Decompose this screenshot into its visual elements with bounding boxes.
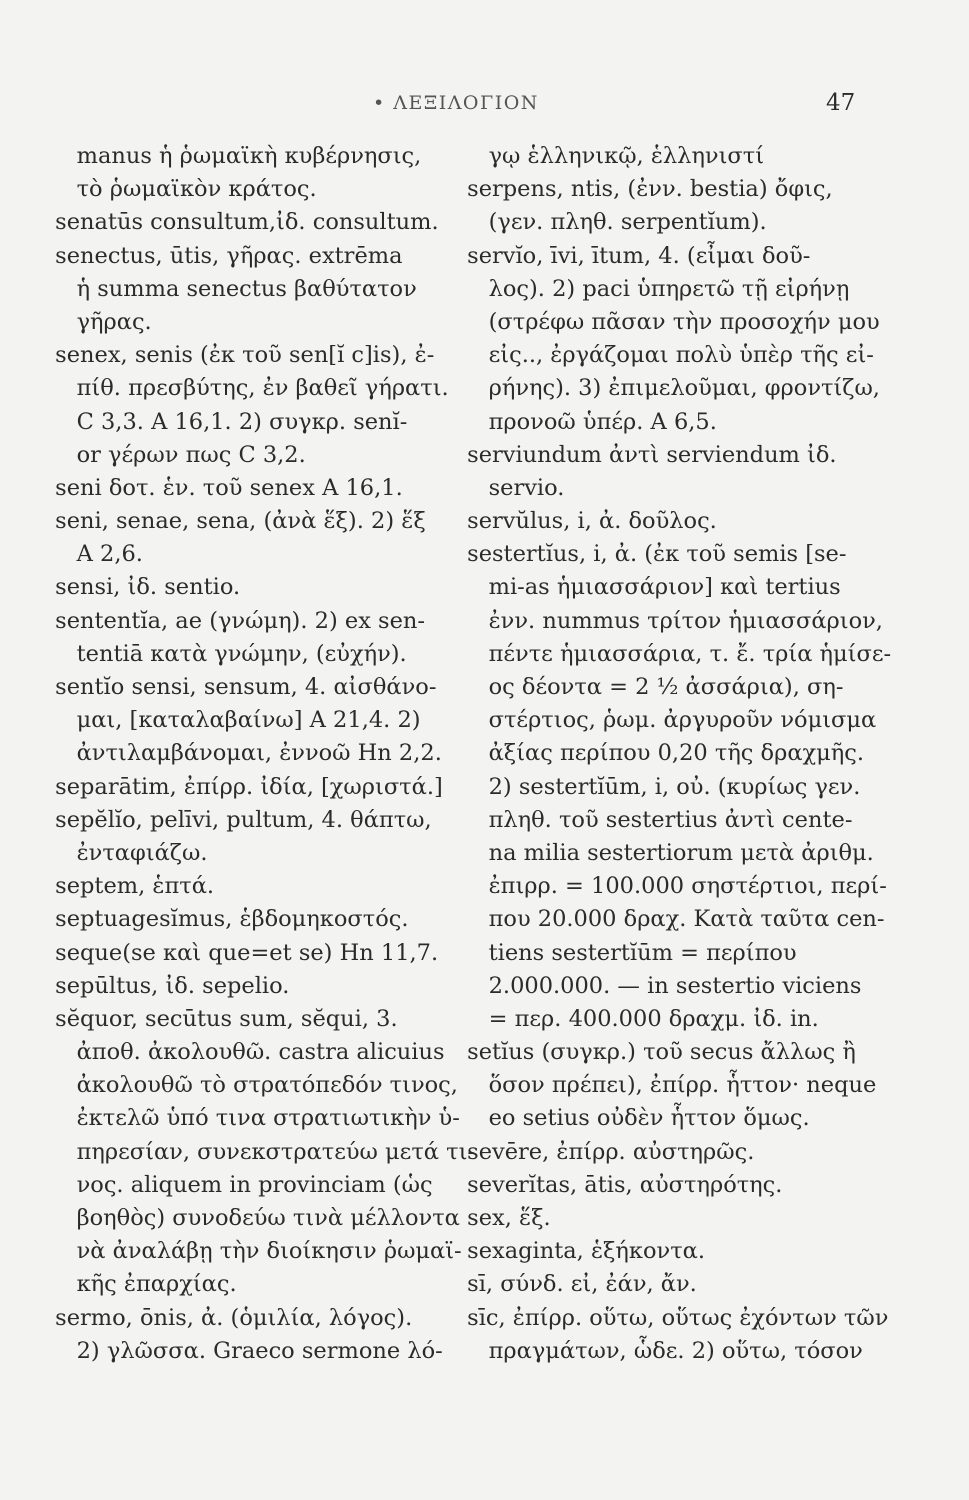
entry-line: τὸ ῥωμαϊκὸν κράτος. [48, 176, 317, 203]
entry-line: sepūltus, ἰδ. sepelio. [48, 972, 290, 999]
entry-line: πέντε ἡμιασσάρια, τ. ἔ. τρία ἡμίσε- [460, 640, 892, 667]
entry-line: ἀκολουθῶ τὸ στρατόπεδόν τινος, [48, 1072, 458, 1099]
entry-line: na milia sestertiorum μετὰ ἀριθμ. [460, 839, 874, 866]
entry-line: sexaginta, ἑξήκοντα. [460, 1238, 705, 1265]
entry-line: εἰς.., ἐργάζομαι πολὺ ὑπὲρ τῆς εἰ- [460, 342, 874, 369]
entry-line: ἡ summa senectus βαθύτατον [48, 275, 417, 302]
entry-line: seque(se καὶ que=et se) Hn 11,7. [48, 939, 439, 966]
right-column [460, 140, 892, 1368]
entry-line: γῆρας. [48, 308, 152, 335]
entry-line: ἀποθ. ἀκολουθῶ. castra alicuius [48, 1039, 445, 1066]
entry-line: νὰ ἀναλάβῃ τὴν διοίκησιν ῥωμαϊ- [48, 1238, 462, 1265]
entry-line: tiens sestertĭūm = περίπου [460, 939, 797, 966]
page-number: 47 [826, 90, 856, 116]
entry-line: sī, σύνδ. εἰ, ἐάν, ἄν. [460, 1271, 697, 1298]
entry-line: servĭo, īvi, ītum, 4. (εἶμαι δοῦ- [460, 242, 811, 269]
entry-line: (στρέφω πᾶσαν τὴν προσοχήν μου [460, 308, 880, 335]
entry-line: sex, ἕξ. [460, 1205, 551, 1231]
entry-line: πηρεσίαν, συνεκστρατεύω μετά τι- [48, 1138, 476, 1165]
entry-line: sevēre, ἐπίρρ. αὐστηρῶς. [460, 1138, 755, 1165]
entry-line: sĕquor, secūtus sum, sĕqui, 3. [48, 1005, 398, 1032]
entry-line: separātim, ἐπίρρ. ἰδία, [χωριστά.] [48, 773, 443, 800]
entry-line: mi-as ἡμιασσάριον] καὶ tertius [460, 574, 841, 601]
entry-line: 2) sestertĭūm, i, οὐ. (κυρίως γεν. [460, 773, 861, 800]
entry-line: or γέρων πως C 3,2. [48, 441, 306, 468]
entry-line: septuagesĭmus, ἑβδομηκοστός. [48, 906, 409, 933]
entry-line: senatūs consultum,ἰδ. consultum. [48, 209, 439, 236]
entry-line: ος δέοντα = 2 ½ ἀσσάρια), ση- [460, 674, 844, 700]
entry-line: manus ἡ ῥωμαϊκὴ κυβέρνησις, [48, 143, 422, 169]
entry-line: sestertĭus, i, ἀ. (ἐκ τοῦ semis [se- [460, 541, 847, 568]
entry-line: sīc, ἐπίρρ. οὕτω, οὕτως ἐχόντων τῶν [460, 1304, 889, 1331]
entry-line: (γεν. πληθ. serpentĭum). [460, 209, 767, 236]
entry-line: ἐπιρρ. = 100.000 σηστέρτιοι, περί- [460, 873, 887, 900]
entry-line: seni, senae, sena, (ἀνὰ ἕξ). 2) ἕξ [48, 508, 426, 535]
entry-line: A 2,6. [48, 541, 143, 568]
entry-line: tentiā κατὰ γνώμην, (εὐχήν). [48, 640, 407, 667]
entry-line: ἐκτελῶ ὑπό τινα στρατιωτικὴν ὑ- [48, 1105, 460, 1132]
entry-line: C 3,3. A 16,1. 2) συγκρ. senĭ- [48, 408, 408, 435]
page-header [0, 92, 969, 122]
entry-line: septem, ἑπτά. [48, 873, 215, 900]
entry-line: ἀξίας περίπου 0,20 τῆς δραχμῆς. [460, 740, 865, 767]
entry-line: πραγμάτων, ὧδε. 2) οὕτω, τόσον [460, 1337, 863, 1364]
entry-line: που 20.000 δραχ. Κατὰ ταῦτα cen- [460, 906, 885, 933]
entry-line: 2.000.000. — in sestertio viciens [460, 972, 862, 999]
entry-line: sensi, ἰδ. sentio. [48, 574, 241, 601]
entry-line: βοηθὸς) συνοδεύω τινὰ μέλλοντα [48, 1205, 460, 1231]
entry-line: eo setius οὐδὲν ἧττον ὅμως. [460, 1105, 810, 1132]
entry-line: κῆς ἐπαρχίας. [48, 1271, 237, 1298]
entry-line: προνοῶ ὑπέρ. A 6,5. [460, 408, 717, 435]
running-title: • ΛΕΞΙΛΟΓΙΟΝ [373, 92, 539, 114]
entry-line: senectus, ūtis, γῆρας. extrēma [48, 242, 403, 269]
left-column [48, 140, 476, 1368]
entry-line: στέρτιος, ῥωμ. ἀργυροῦν νόμισμα [460, 707, 877, 734]
entry-line: serviundum ἀντὶ serviendum ἰδ. [460, 441, 837, 468]
entry-line: = περ. 400.000 δραχμ. ἰδ. in. [460, 1005, 819, 1032]
entry-line: ρήνης). 3) ἐπιμελοῦμαι, φροντίζω, [460, 375, 880, 402]
entry-line: setĭus (συγκρ.) τοῦ secus ἄλλως ἢ [460, 1039, 856, 1066]
entry-line: ἐνταφιάζω. [48, 839, 208, 866]
entry-line: γῳ ἑλληνικῷ, ἑλληνιστί [460, 143, 765, 169]
entry-line: seni δοτ. ἑν. τοῦ senex A 16,1. [48, 474, 403, 501]
entry-line: ὅσον πρέπει), ἐπίρρ. ἧττον· neque [460, 1072, 877, 1099]
entry-line: ἐνν. nummus τρίτον ἡμιασσάριον, [460, 607, 883, 634]
entry-line: λος). 2) paci ὑπηρετῶ τῇ εἰρήνῃ [460, 275, 850, 302]
entry-line: μαι, [καταλαβαίνω] A 21,4. 2) [48, 707, 421, 734]
entry-line: νος. aliquem in provinciam (ὡς [48, 1171, 433, 1198]
entry-line: 2) γλῶσσα. Graeco sermone λό- [48, 1337, 443, 1364]
entry-line: severĭtas, ātis, αὐστηρότης. [460, 1171, 783, 1198]
entry-line: πληθ. τοῦ sestertius ἀντὶ cente- [460, 806, 853, 833]
entry-line: sermo, ōnis, ἀ. (ὁμιλία, λόγος). [48, 1304, 413, 1331]
entry-line: servŭlus, i, ἀ. δοῦλος. [460, 508, 717, 535]
entry-line: sepĕlĭo, pelīvi, pultum, 4. θάπτω, [48, 806, 432, 833]
entry-line: sentĭo sensi, sensum, 4. αἰσθάνο- [48, 674, 437, 700]
entry-line: servio. [460, 474, 565, 501]
entry-line: sententĭa, ae (γνώμη). 2) ex sen- [48, 607, 425, 634]
entry-line: ἀντιλαμβάνομαι, ἐννοῶ Hn 2,2. [48, 740, 442, 767]
entry-line: πίθ. πρεσβύτης, ἐν βαθεῖ γήρατι. [48, 375, 449, 402]
entry-line: senex, senis (ἐκ τοῦ sen[ĭ c]is), ἐ- [48, 342, 435, 369]
entry-line: serpens, ntis, (ἐνν. bestia) ὄφις, [460, 176, 833, 203]
